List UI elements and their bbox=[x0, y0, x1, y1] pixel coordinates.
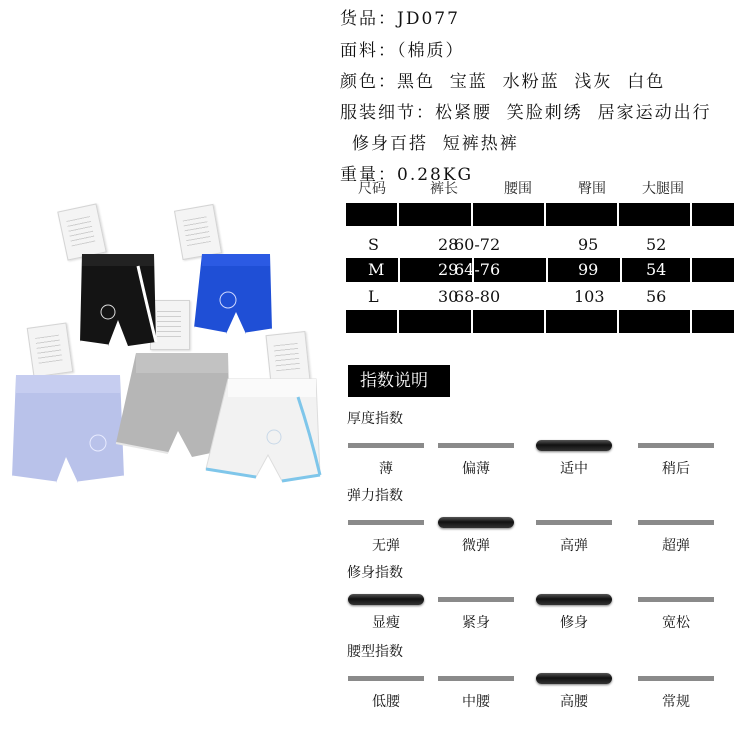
hip-value: 99 bbox=[578, 260, 599, 279]
length-value: 29 bbox=[438, 260, 459, 279]
header-thigh: 大腿围 bbox=[642, 181, 684, 197]
index-option-label: 宽松 bbox=[662, 615, 690, 631]
product-photo bbox=[0, 195, 340, 495]
index-option-label: 显瘦 bbox=[372, 615, 400, 631]
waist-value: 64-76 bbox=[454, 260, 501, 279]
shorts-white bbox=[198, 373, 323, 488]
index-option-label: 适中 bbox=[560, 461, 588, 477]
index-option-label: 高腰 bbox=[560, 694, 588, 710]
size-label: L bbox=[368, 287, 379, 306]
index-bar bbox=[348, 676, 424, 681]
item-number: 货品：JD077 bbox=[340, 9, 460, 29]
index-bar bbox=[438, 597, 514, 602]
details-line-2: 修身百搭 短裤热裤 bbox=[352, 134, 519, 154]
index-bar-selected bbox=[438, 517, 514, 528]
index-option-label: 偏薄 bbox=[462, 461, 490, 477]
thigh-value: 52 bbox=[646, 235, 667, 254]
index-bar bbox=[348, 520, 424, 525]
index-option-label: 微弹 bbox=[462, 538, 490, 554]
index-bar bbox=[638, 520, 714, 525]
thigh-value: 56 bbox=[646, 287, 667, 306]
index-bar-selected bbox=[536, 440, 612, 451]
index-bar bbox=[536, 520, 612, 525]
length-value: 30 bbox=[438, 287, 459, 306]
length-value: 28 bbox=[438, 235, 459, 254]
index-bar-selected bbox=[536, 594, 612, 605]
index-bar bbox=[638, 676, 714, 681]
index-bar bbox=[638, 597, 714, 602]
shorts-powder-blue bbox=[8, 367, 128, 487]
index-bar bbox=[638, 443, 714, 448]
index-category-label: 弹力指数 bbox=[347, 488, 403, 504]
hip-value: 103 bbox=[574, 287, 605, 306]
index-bar bbox=[438, 676, 514, 681]
shorts-black bbox=[78, 250, 158, 350]
index-bar-selected bbox=[536, 673, 612, 684]
index-option-label: 修身 bbox=[560, 615, 588, 631]
weight: 重量：0.28KG bbox=[340, 165, 474, 185]
index-bar bbox=[438, 443, 514, 448]
index-option-label: 无弹 bbox=[372, 538, 400, 554]
fabric: 面料：（棉质） bbox=[340, 41, 465, 61]
index-option-label: 高弹 bbox=[560, 538, 588, 554]
shorts-royal-blue bbox=[190, 250, 275, 340]
index-category-label: 厚度指数 bbox=[347, 411, 403, 427]
index-option-label: 紧身 bbox=[462, 615, 490, 631]
index-option-label: 低腰 bbox=[372, 694, 400, 710]
waist-value: 60-72 bbox=[454, 235, 501, 254]
index-option-label: 常规 bbox=[662, 694, 690, 710]
size-table-header bbox=[350, 178, 740, 198]
table-divider bbox=[346, 203, 734, 226]
index-option-label: 超弹 bbox=[662, 538, 690, 554]
header-waist: 腰围 bbox=[504, 181, 532, 197]
index-bar bbox=[348, 443, 424, 448]
index-category-label: 修身指数 bbox=[347, 565, 403, 581]
header-length: 裤长 bbox=[430, 181, 458, 197]
table-row bbox=[346, 233, 734, 257]
index-section-title: 指数说明 bbox=[348, 365, 450, 397]
colors: 颜色：黑色 宝蓝 水粉蓝 浅灰 白色 bbox=[340, 72, 666, 92]
index-bar-selected bbox=[348, 594, 424, 605]
header-hip: 臀围 bbox=[578, 181, 606, 197]
index-category-label: 腰型指数 bbox=[347, 644, 403, 660]
thigh-value: 54 bbox=[646, 260, 667, 279]
table-row bbox=[346, 258, 734, 282]
table-row bbox=[346, 285, 734, 309]
index-option-label: 稍后 bbox=[662, 461, 690, 477]
size-label: S bbox=[368, 235, 379, 254]
index-option-label: 中腰 bbox=[462, 694, 490, 710]
hip-value: 95 bbox=[578, 235, 599, 254]
table-divider bbox=[346, 310, 734, 333]
details-line-1: 服装细节：松紧腰 笑脸刺绣 居家运动出行 bbox=[340, 103, 712, 123]
index-option-label: 薄 bbox=[379, 461, 393, 477]
waist-value: 68-80 bbox=[454, 287, 501, 306]
header-size: 尺码 bbox=[358, 181, 386, 197]
size-label: M bbox=[368, 260, 385, 279]
